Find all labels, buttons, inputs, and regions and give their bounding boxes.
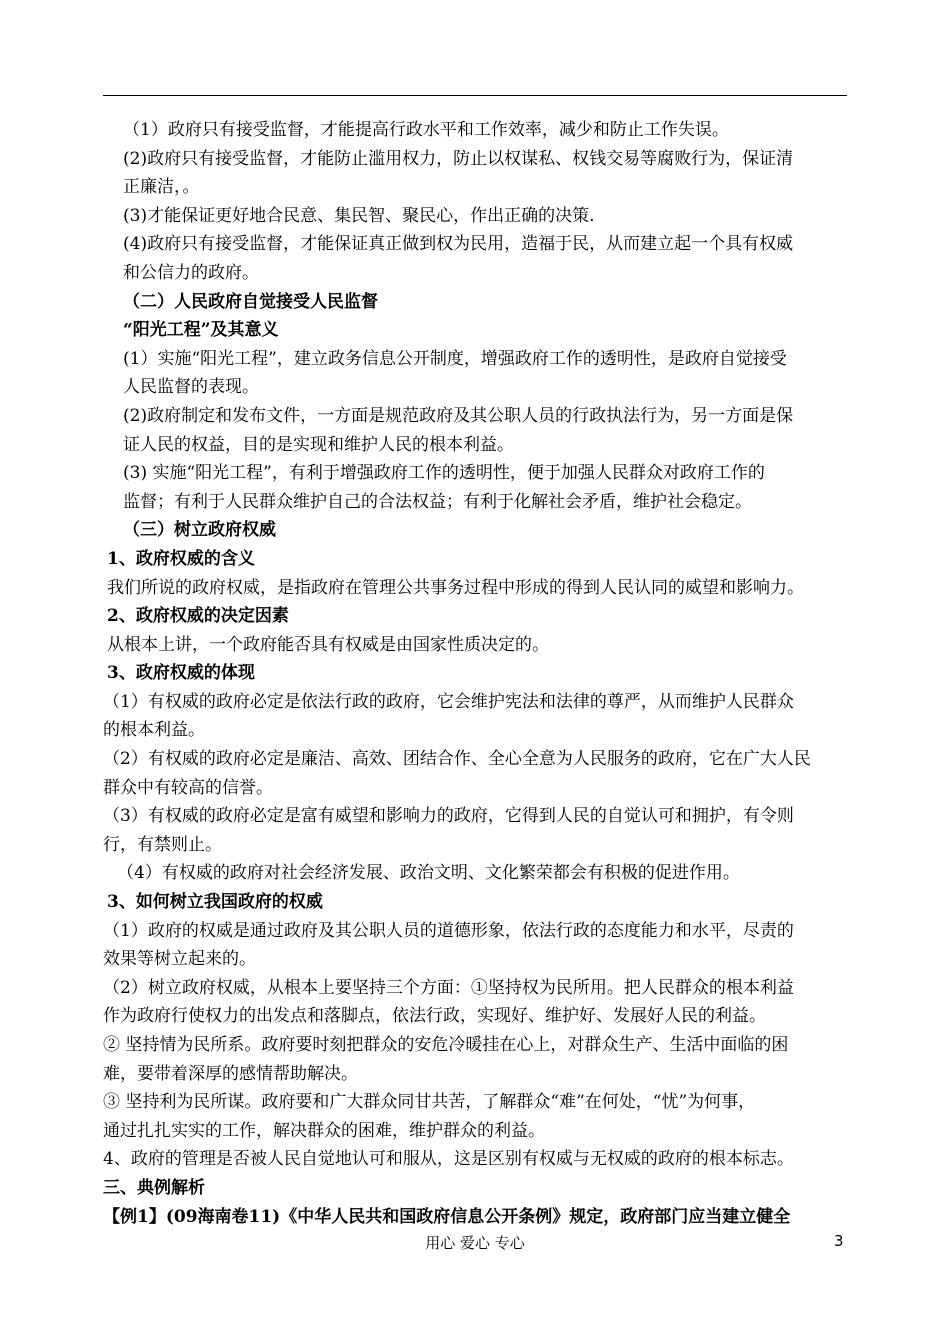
text-line: 从根本上讲，一个政府能否具有权威是由国家性质决定的。	[107, 634, 549, 655]
text-line: （2）树立政府权威，从根本上要坚持三个方面：①坚持权为民所用。把人民群众的根本利益	[103, 977, 794, 998]
section-heading: 3、如何树立我国政府的权威	[107, 892, 323, 913]
document-body	[103, 116, 849, 1231]
section-heading: （三）树立政府权威	[123, 520, 276, 541]
text-line: 我们所说的政府权威，是指政府在管理公共事务过程中形成的得到人民认同的威望和影响力。	[107, 577, 804, 598]
text-line: (4)政府只有接受监督，才能保证真正做到权为民用，造福于民，从而建立起一个具有权威	[123, 234, 794, 255]
text-line: ③ 坚持利为民所谋。政府要和广大群众同甘共苦，了解群众“难”在何处，“忧”为何事，	[103, 1092, 756, 1113]
section-heading: 1、政府权威的含义	[107, 548, 255, 569]
footer-motto: 用心 爱心 专心	[425, 1234, 525, 1252]
text-line: 监督；有利于人民群众维护自己的合法权益；有利于化解社会矛盾，维护社会稳定。	[123, 491, 752, 512]
text-line: 效果等树立起来的。	[103, 949, 256, 970]
text-line: （1）政府的权威是通过政府及其公职人员的道德形象，依法行政的态度能力和水平，尽责的	[103, 920, 794, 941]
text-line: (2)政府只有接受监督，才能防止滥用权力，防止以权谋私、权钱交易等腐败行为，保证清	[123, 148, 794, 169]
header-rule	[103, 95, 847, 96]
text-line: 人民监督的表现。	[123, 377, 259, 398]
text-line: (3)才能保证更好地合民意、集民智、聚民心，作出正确的决策.	[123, 205, 595, 226]
text-line: （4）有权威的政府对社会经济发展、政治文明、文化繁荣都会有积极的促进作用。	[117, 863, 740, 884]
text-line: (1）实施“阳光工程”，建立政务信息公开制度，增强政府工作的透明性，是政府自觉接受	[123, 348, 787, 369]
section-heading: 三、典例解析	[103, 1177, 205, 1198]
text-line: 作为政府行使权力的出发点和落脚点，依法行政，实现好、维护好、发展好人民的利益。	[103, 1006, 766, 1027]
text-line: 难，要带着深厚的感情帮助解决。	[103, 1063, 358, 1084]
text-line: 4、政府的管理是否被人民自觉地认可和服从，这是区别有权威与无权威的政府的根本标志。	[103, 1149, 794, 1170]
text-line: 行，有禁则止。	[103, 834, 222, 855]
text-line: 的根本利益。	[103, 720, 205, 741]
section-heading: “阳光工程”及其意义	[123, 320, 279, 341]
page-number: 3	[834, 1232, 844, 1250]
text-line: (3) 实施“阳光工程”，有利于增强政府工作的透明性，便于加强人民群众对政府工作的	[123, 463, 765, 484]
text-line: 通过扎扎实实的工作，解决群众的困难，维护群众的利益。	[103, 1120, 545, 1141]
text-line: （1）有权威的政府必定是依法行政的政府，它会维护宪法和法律的尊严，从而维护人民群众	[103, 691, 794, 712]
text-line: （2）有权威的政府必定是廉洁、高效、团结合作、全心全意为人民服务的政府，它在广大人民	[103, 749, 811, 770]
text-line: 正廉洁，。	[123, 177, 200, 198]
text-line: 证人民的权益，目的是实现和维护人民的根本利益。	[123, 434, 514, 455]
text-line: （3）有权威的政府必定是富有威望和影响力的政府，它得到人民的自觉认可和拥护，有令则	[103, 806, 794, 827]
section-heading: 3、政府权威的体现	[107, 663, 255, 684]
section-heading: 2、政府权威的决定因素	[107, 606, 289, 627]
section-heading: 【例1】(09海南卷11)《中华人民共和国政府信息公开条例》规定，政府部门应当建立健全	[103, 1206, 791, 1227]
text-line: （1）政府只有接受监督，才能提高行政水平和工作效率，减少和防止工作失误。	[123, 120, 729, 140]
text-line: ② 坚持情为民所系。政府要时刻把群众的安危冷暖挂在心上，对群众生产、生活中面临的困	[103, 1035, 789, 1055]
section-heading: （二）人民政府自觉接受人民监督	[123, 291, 378, 312]
text-line: 群众中有较高的信誉。	[103, 777, 273, 798]
text-line: (2)政府制定和发布文件，一方面是规范政府及其公职人员的行政执法行为，另一方面是保	[123, 405, 794, 426]
text-line: 和公信力的政府。	[123, 262, 259, 283]
